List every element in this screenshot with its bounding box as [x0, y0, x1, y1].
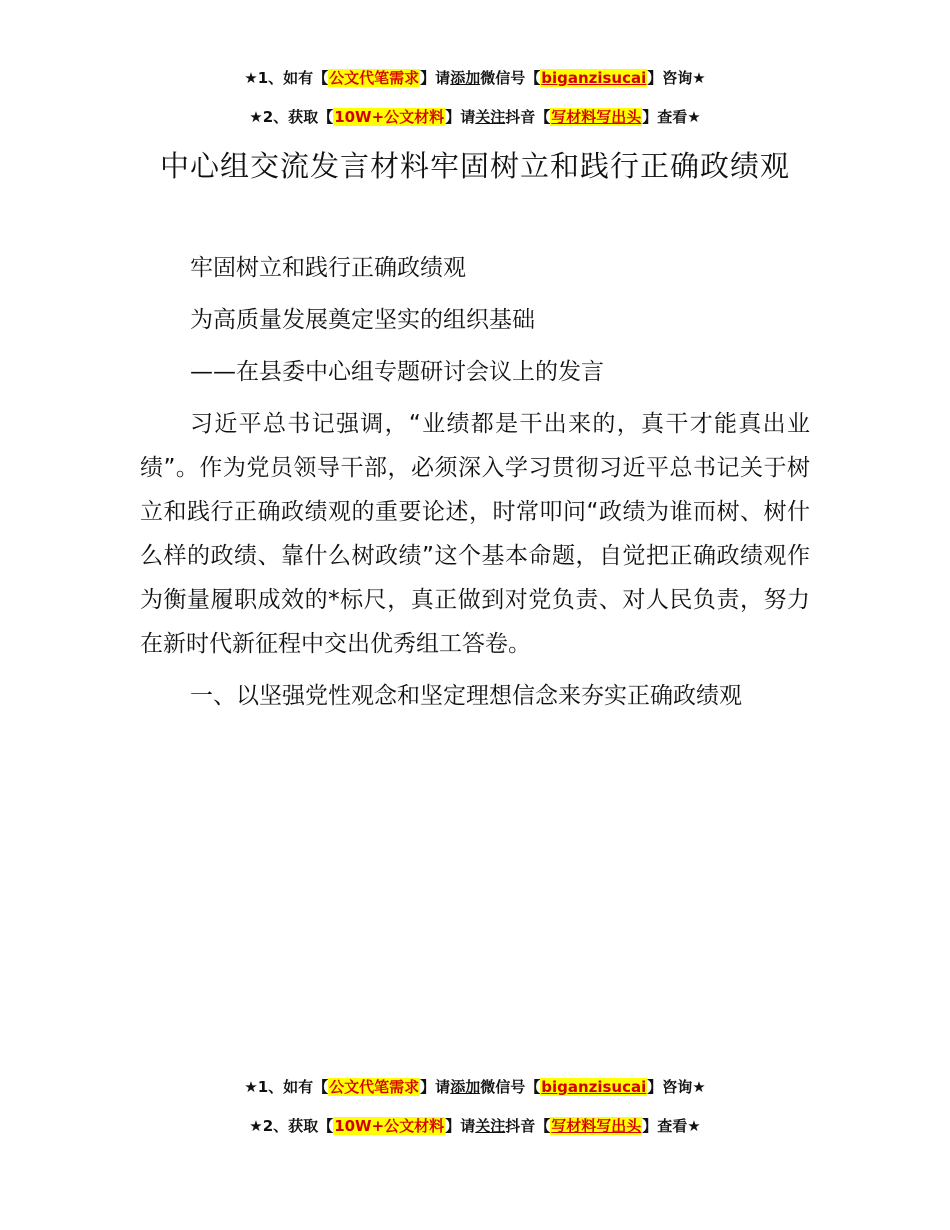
wechat-id-link[interactable]: biganzisucai [541, 69, 647, 87]
banner-text: 抖音【 [505, 1117, 551, 1135]
banner-text: 】查看★ [642, 1117, 701, 1135]
banner-text: 微信号【 [480, 1078, 541, 1096]
highlight-materials: 10W+公文材料 [334, 108, 445, 126]
banner-text: 抖音【 [505, 108, 551, 126]
banner-bottom-line-2 [0, 1116, 950, 1136]
banner-text: ★2、获取【 [249, 108, 334, 126]
banner-top-line-2 [0, 107, 950, 127]
document-body [140, 246, 810, 726]
douyin-account-link[interactable]: 写材料写出头 [551, 108, 642, 126]
banner-bottom-line-1 [0, 1077, 950, 1097]
banner-text: 】咨询★ [647, 69, 706, 87]
banner-text: 】请 [420, 1078, 451, 1096]
document-title: 中心组交流发言材料牢固树立和践行正确政绩观 [159, 149, 790, 183]
banner-underline-text: 关注 [475, 1117, 506, 1135]
banner-text: ★1、如有【 [244, 1078, 329, 1096]
highlight-service: 公文代笔需求 [329, 1078, 420, 1096]
douyin-account-link[interactable]: 写材料写出头 [551, 1117, 642, 1135]
banner-text: 】查看★ [642, 108, 701, 126]
banner-text: 】请 [420, 69, 451, 87]
banner-text: ★1、如有【 [244, 69, 329, 87]
banner-text: ★2、获取【 [249, 1117, 334, 1135]
subtitle-2: 为高质量发展奠定坚实的组织基础 [190, 307, 535, 333]
wechat-id-link[interactable]: biganzisucai [541, 1078, 647, 1096]
banner-text: 】请 [445, 1117, 476, 1135]
banner-top-line-1 [0, 68, 950, 88]
banner-text: 】咨询★ [647, 1078, 706, 1096]
banner-underline-text: 添加 [450, 1078, 481, 1096]
banner-text: 微信号【 [480, 69, 541, 87]
body-paragraph: 习近平总书记强调，“业绩都是干出来的，真干才能真出业绩”。作为党员领导干部，必须深入学习贯彻习近平总书记关于树立和践行正确政绩观的重要论述，时常叩问“政绩为谁而树、树什么样的政绩、靠什么树政绩”这个基本命题，自觉把正确政绩观作为衡量履职成效的*标尺，真正做到对党负责、对人民负责，努力在新时代新征程中交出优秀组工答卷。 [140, 411, 810, 657]
banner-underline-text: 关注 [475, 108, 506, 126]
banner-text: 】请 [445, 108, 476, 126]
highlight-service: 公文代笔需求 [329, 69, 420, 87]
section-heading: 一、以坚强党性观念和坚定理想信念来夯实正确政绩观 [190, 683, 742, 709]
subtitle-3: ——在县委中心组专题研讨会议上的发言 [190, 359, 604, 385]
subtitle-1: 牢固树立和践行正确政绩观 [190, 255, 466, 281]
highlight-materials: 10W+公文材料 [334, 1117, 445, 1135]
banner-underline-text: 添加 [450, 69, 481, 87]
